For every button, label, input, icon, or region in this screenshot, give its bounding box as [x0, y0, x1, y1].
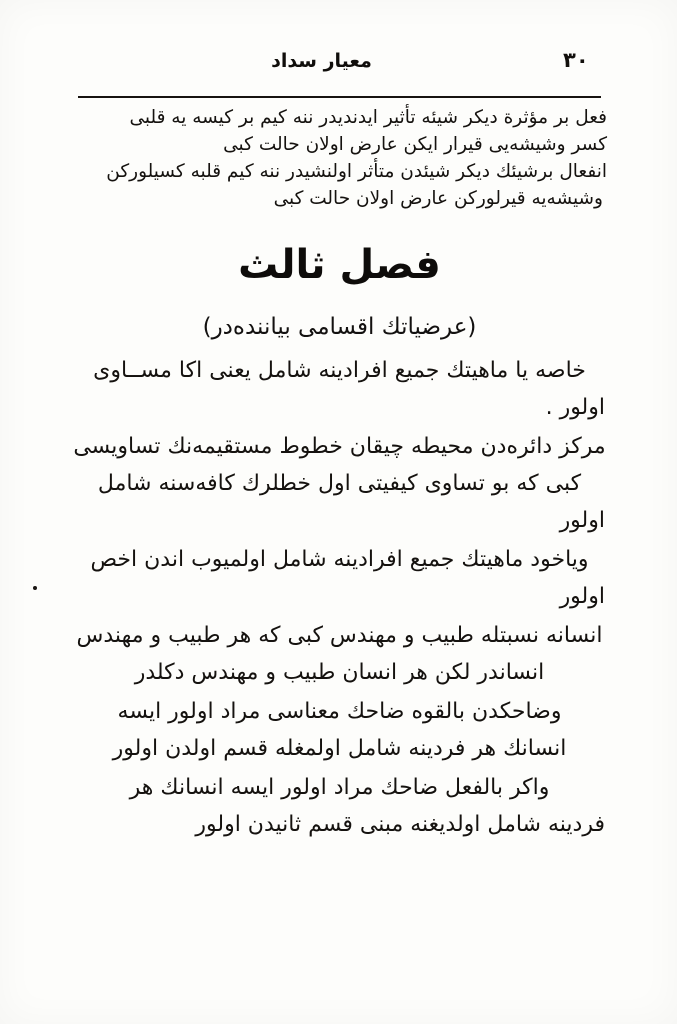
text-line: اولور — [559, 508, 605, 533]
paragraph-2 — [72, 428, 607, 539]
text-line: فردينه شامل اولديغنه مبنى قسم ثانيدن اولور — [195, 812, 605, 837]
text-line: وشيشه‌يه قيرلوركن عارض اولان حالت كبى — [273, 188, 603, 209]
paragraph-3 — [72, 541, 607, 615]
text-line: كسر وشيشه‌يى قيرار ايكن عارض اولان حالت كبى — [223, 134, 607, 155]
header-rule-divider — [78, 96, 601, 98]
text-line: مركز دائره‌دن محيطه چيقان خطوط مستقيمه‌نك تساويسى — [73, 434, 606, 459]
page-body — [72, 104, 607, 990]
text-line: واكر بالفعل ضاحك مراد اولور ايسه انسانك هر — [129, 775, 550, 800]
chapter-heading: فصل ثالث — [238, 242, 441, 288]
paragraph-4 — [72, 617, 607, 691]
text-line: خاصه يا ماهيتك جميع افرادينه شامل يعنى اكا مســاوى — [93, 358, 586, 383]
text-line: انفعال برشيئك ديكر شيئدن متأثر اولنشيدر ننه كيم قلبه كسيلوركن — [106, 161, 607, 182]
chapter-subtitle: (عرضياتك اقسامى بياننده‌در) — [202, 314, 477, 340]
paragraph-5 — [72, 693, 607, 767]
text-line: اولور . — [545, 395, 605, 420]
text-line: انساندر لكن هر انسان طبيب و مهندس دكلدر — [134, 660, 545, 685]
paragraph-6 — [72, 769, 607, 843]
page-number: ٣٠ — [563, 48, 589, 72]
text-line: اولور — [559, 584, 605, 609]
paragraph-bullet-marker — [33, 586, 37, 590]
page-header — [0, 48, 677, 82]
text-line: فعل بر مؤثرة ديكر شيئه تأثير ايدنديدر ننه كيم بر كيسه يه قلبى — [129, 107, 607, 128]
text-line: انسانك هر فردينه شامل اولمغله قسم اولدن اولور — [112, 736, 567, 761]
intro-paragraph — [72, 104, 607, 212]
paragraph-1 — [72, 352, 607, 426]
text-line: وياخود ماهيتك جميع افرادينه شامل اولميوب اندن اخص — [90, 547, 589, 572]
text-line: كبى كه بو تساوى كيفيتى اول خطلرك كافه‌سنه شامل — [97, 471, 582, 496]
text-line: وضاحكدن بالقوه ضاحك معناسى مراد اولور ايسه — [117, 699, 562, 724]
text-line: انسانه نسبتله طبيب و مهندس كبى كه هر طبيب و مهندس — [76, 623, 603, 648]
running-head-title: معيار سداد — [271, 50, 372, 72]
